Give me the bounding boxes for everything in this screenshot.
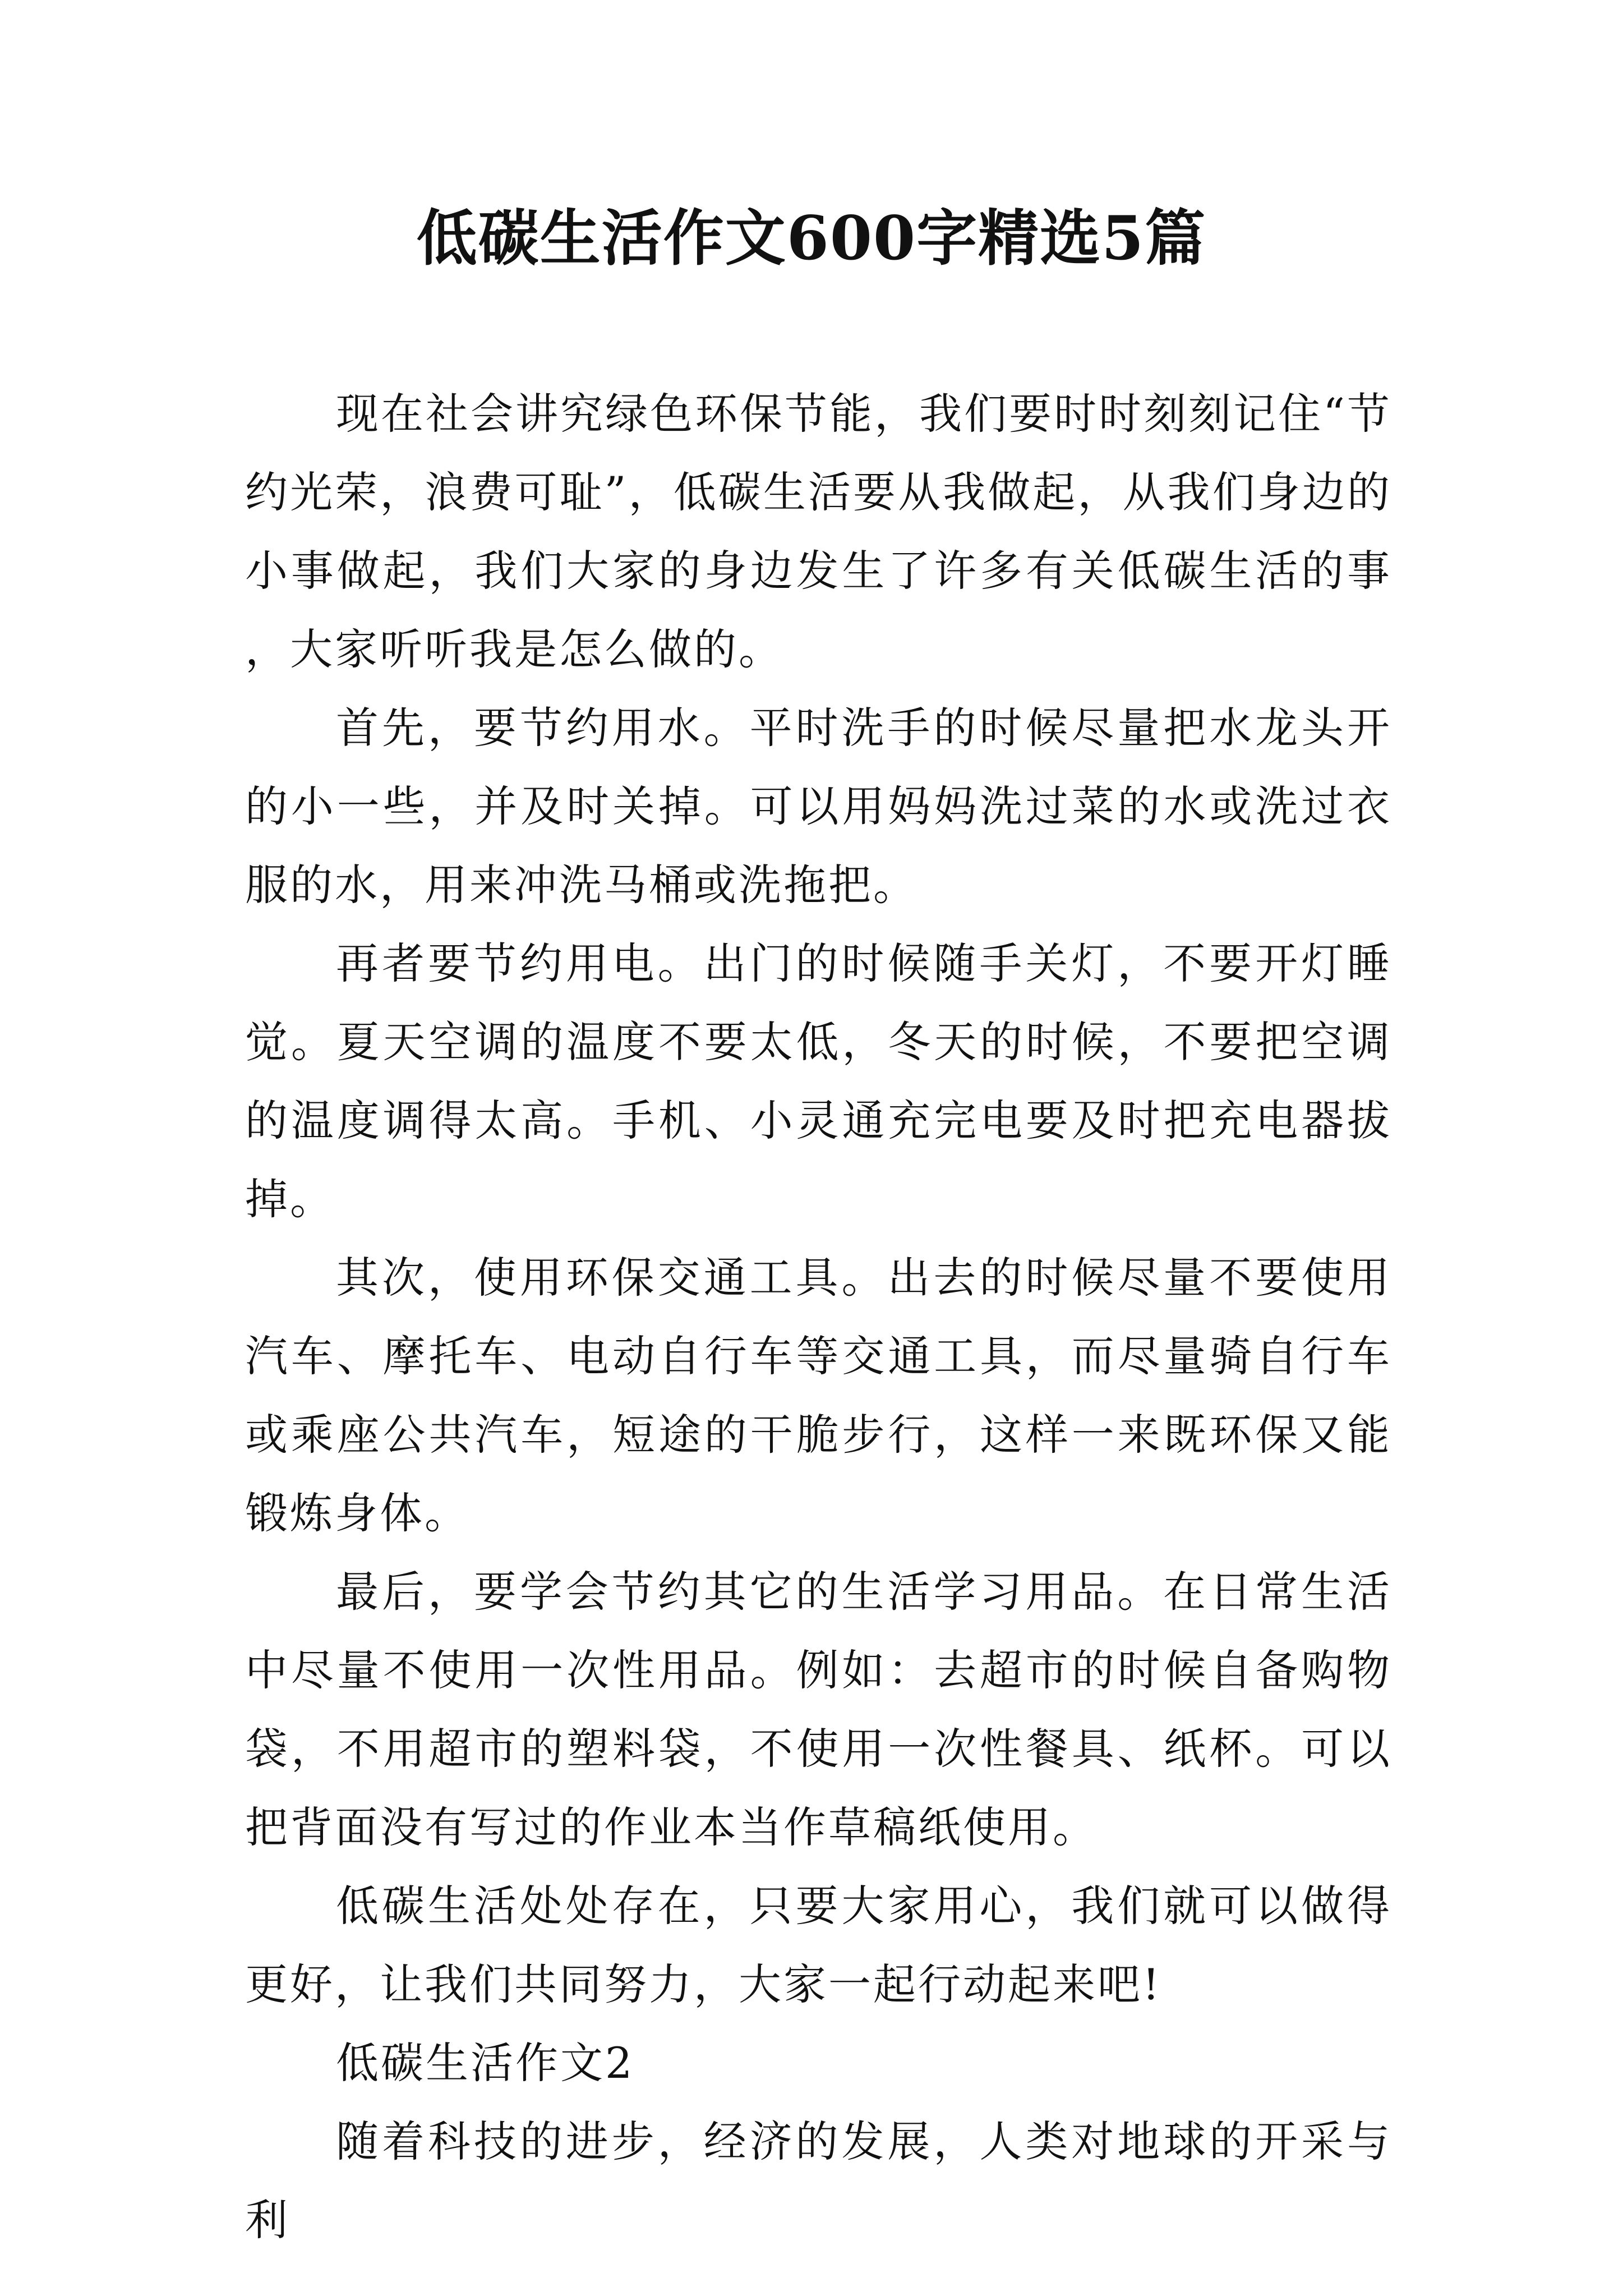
essay-2-paragraph-1: 随着科技的进步，经济的发展，人类对地球的开采与利 <box>245 2116 1392 2245</box>
paragraph-save-electricity: 再者要节约用电。出门的时候随手关灯，不要开灯睡觉。夏天空调的温度不要太低，冬天的时候，不要把空调的温度调得太高。手机、小灵通充完电要及时把充电器拔掉。 <box>245 938 1392 1224</box>
document-title: 低碳生活作文600字精选5篇 <box>416 203 1207 274</box>
essay-2-heading: 低碳生活作文2 <box>336 2038 635 2088</box>
paragraph-intro: 现在社会讲究绿色环保节能，我们要时时刻刻记住“节约光荣，浪费可耻”，低碳生活要从我做起，从我们身边的小事做起，我们大家的身边发生了许多有关低碳生活的事，大家听听我是怎么做的。 <box>245 389 1392 674</box>
paragraph-conclusion: 低碳生活处处存在，只要大家用心，我们就可以做得更好，让我们共同努力，大家一起行动起来吧! <box>245 1881 1392 2009</box>
paragraph-save-water: 首先，要节约用水。平时洗手的时候尽量把水龙头开的小一些，并及时关掉。可以用妈妈洗过菜的水或洗过衣服的水，用来冲洗马桶或洗拖把。 <box>245 703 1392 910</box>
paragraph-green-transport: 其次，使用环保交通工具。出去的时候尽量不要使用汽车、摩托车、电动自行车等交通工具，而尽量骑自行车或乘座公共汽车，短途的干脆步行，这样一来既环保又能锻炼身体。 <box>245 1253 1392 1538</box>
document-body <box>245 375 1392 2260</box>
paragraph-save-supplies: 最后，要学会节约其它的生活学习用品。在日常生活中尽量不使用一次性用品。例如：去超市的时候自备购物袋，不用超市的塑料袋，不使用一次性餐具、纸杯。可以把背面没有写过的作业本当作草稿纸使用。 <box>245 1567 1392 1852</box>
